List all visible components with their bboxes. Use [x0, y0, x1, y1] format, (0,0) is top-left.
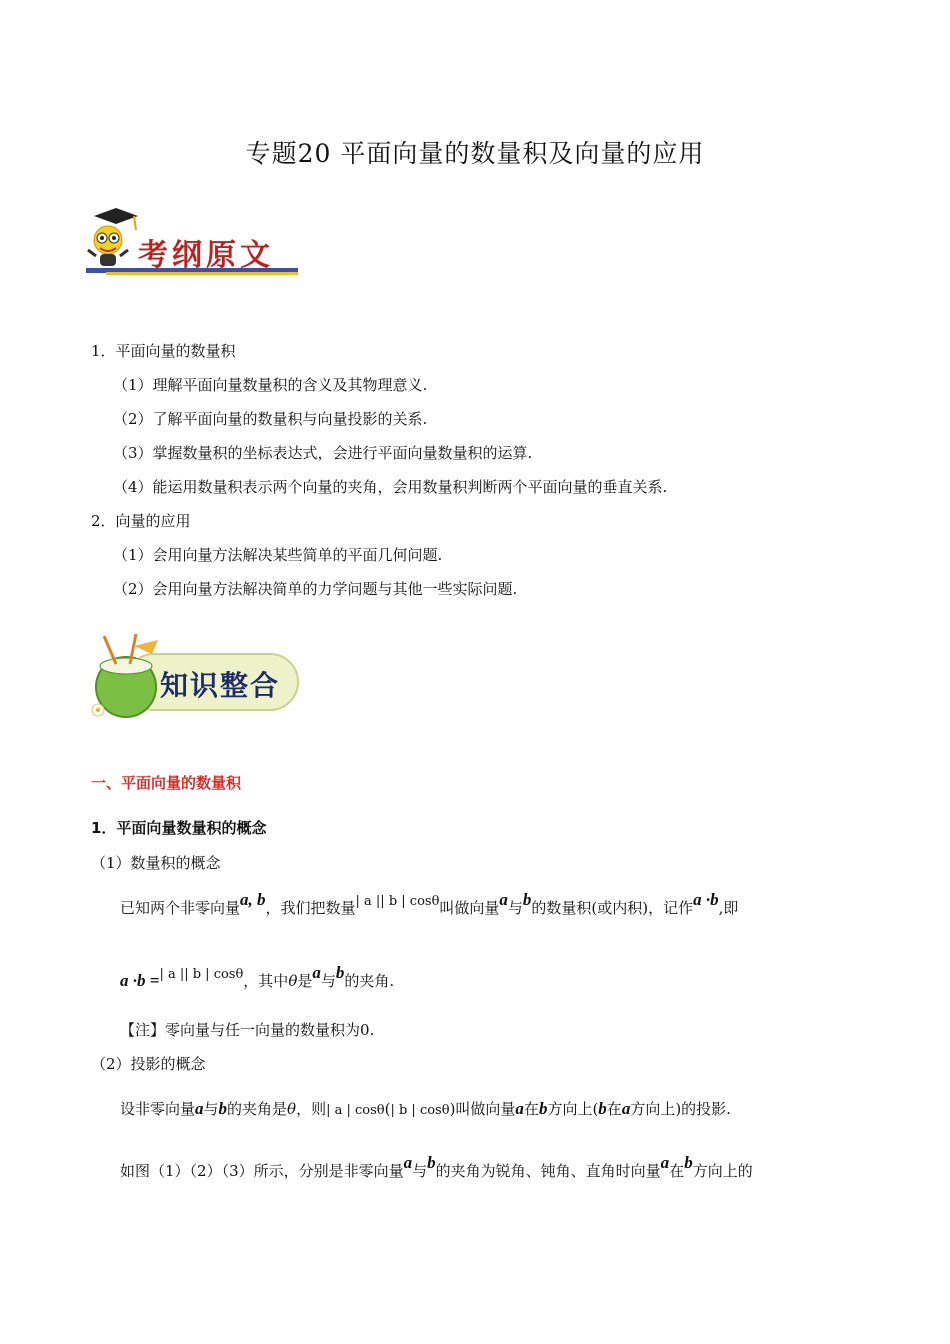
syllabus-banner-label: 考纲原文 [138, 238, 274, 273]
definition-paragraph: 已知两个非零向量a, b，我们把数量| a || b | cosθ叫做向量a与b的数量积(或内积)，记作a ·b,即 [120, 890, 739, 917]
syllabus-item: （3）掌握数量积的坐标表达式，会进行平面向量数量积的运算. [113, 444, 533, 462]
syllabus-item: （1）理解平面向量数量积的含义及其物理意义. [113, 376, 428, 394]
vector-b: b [522, 890, 532, 909]
syllabus-item: （4）能运用数量积表示两个向量的夹角，会用数量积判断两个平面向量的垂直关系. [113, 478, 668, 496]
vector-a: a [499, 890, 508, 909]
projection-paragraph: 设非零向量a与b的夹角是θ，则| a | cosθ(| b | cosθ)叫做向量a在b方向上(b在a方向上)的投影. [120, 1099, 731, 1118]
vector-ab: a, b [240, 890, 266, 909]
figure-reference-paragraph: 如图（1）（2）（3）所示，分别是非零向量a与b的夹角为锐角、钝角、直角时向量a在b方向上的 [120, 1153, 753, 1180]
knowledge-banner-label: 知识整合 [160, 669, 281, 702]
syllabus-item: （1）会用向量方法解决某些简单的平面几何问题. [113, 546, 443, 564]
paragraph-heading: （1）数量积的概念 [91, 854, 221, 872]
section-heading: 一、平面向量的数量积 [91, 774, 242, 792]
syllabus-heading-1: 1．平面向量的数量积 [91, 342, 236, 360]
knowledge-banner [86, 632, 306, 722]
page-title: 专题20 平面向量的数量积及向量的应用 [245, 139, 705, 168]
subsection-heading: 1．平面向量数量积的概念 [91, 819, 267, 837]
formula-rhs: | a || b | cosθ [159, 967, 244, 982]
dot-product-formula: a ·b =| a || b | cosθ，其中θ是a与b的夹角. [120, 963, 395, 990]
syllabus-heading-2: 2．向量的应用 [91, 512, 191, 530]
magnitude-expression: | a || b | cosθ [355, 894, 440, 909]
paragraph-heading: （2）投影的概念 [91, 1055, 206, 1073]
dot-product-notation: a ·b [693, 890, 719, 909]
note: 【注】零向量与任一向量的数量积为0. [120, 1021, 375, 1039]
syllabus-item: （2）会用向量方法解决简单的力学问题与其他一些实际问题. [113, 580, 518, 598]
syllabus-banner [86, 206, 301, 278]
formula-lhs: a ·b = [120, 971, 160, 990]
syllabus-item: （2）了解平面向量的数量积与向量投影的关系. [113, 410, 428, 428]
